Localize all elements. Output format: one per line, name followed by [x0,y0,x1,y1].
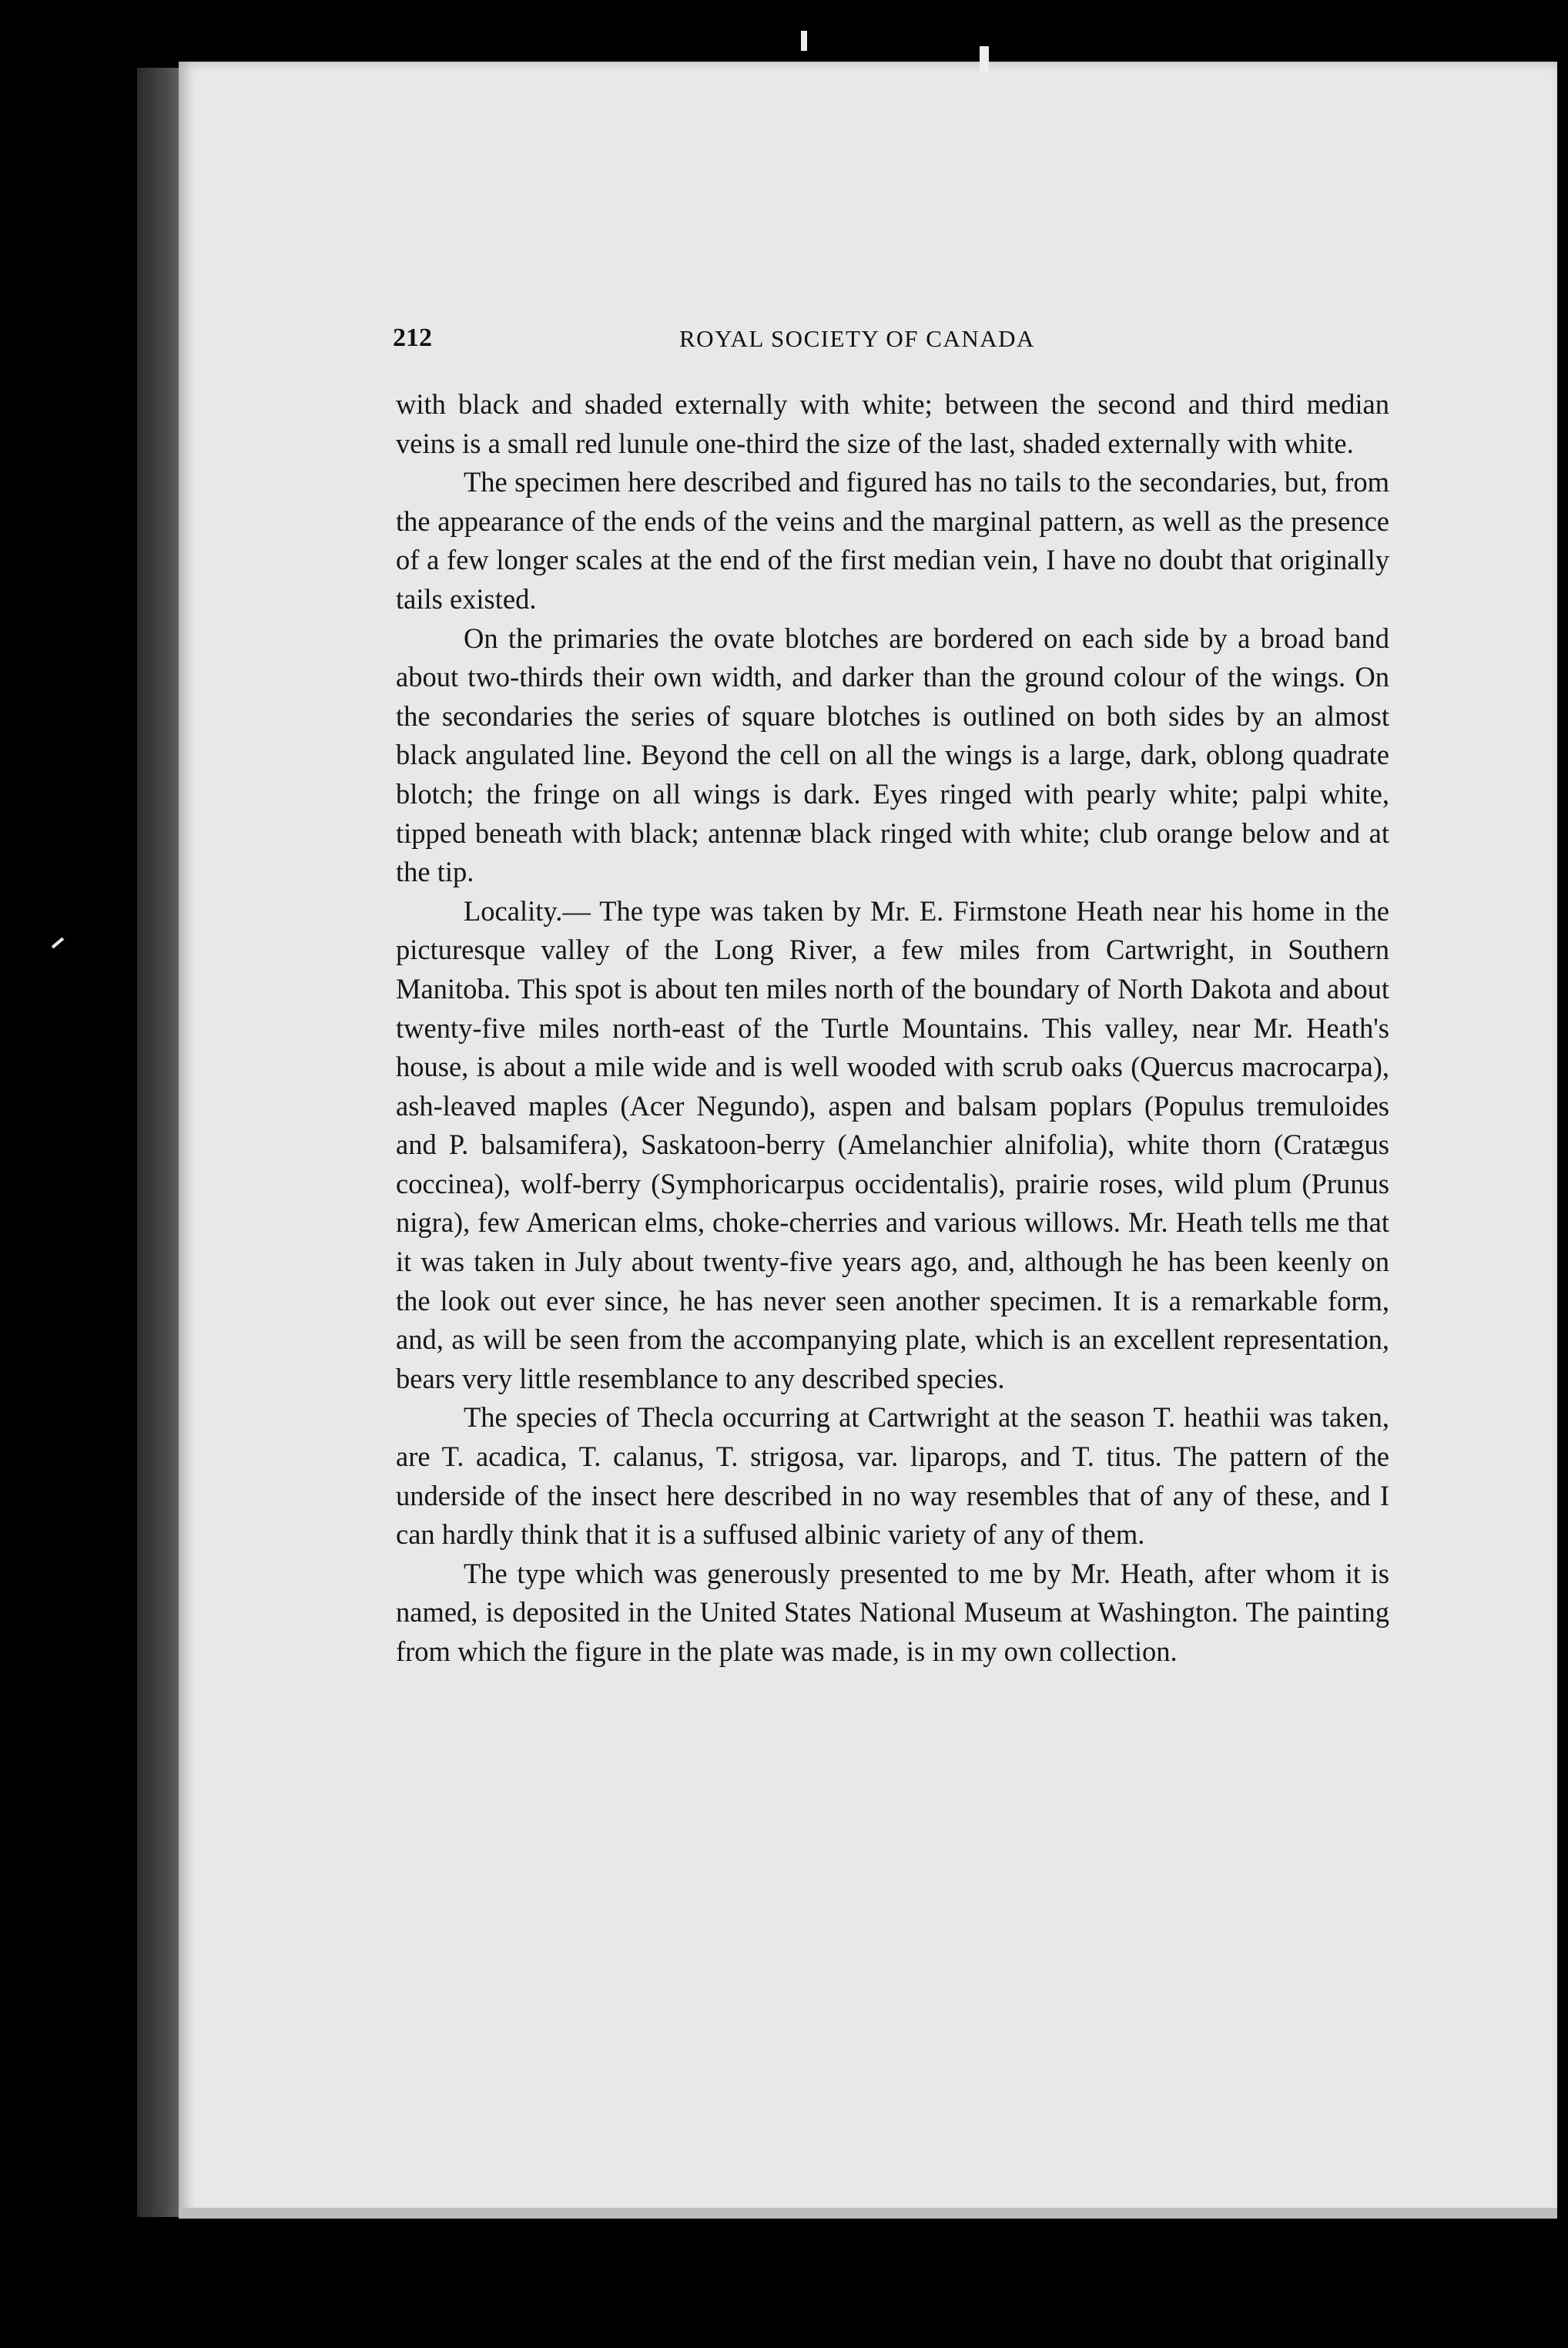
paragraph: On the primaries the ovate blotches are bordered on each side by a broad band about two-thirds their own width, and darker than the ground colour of the wings. On the secondaries the series of square blotches is outlined on both sides by an almost black angulated line. Beyond the cell on all the wings is a large, dark, oblong quadrate blotch; the fringe on all wings is dark. Eyes ringed with pearly white; palpi white, tipped beneath with black; antennæ black ringed with white; club orange below and at the tip. [396,622,1389,888]
running-head: ROYAL SOCIETY OF CANADA [679,325,1035,352]
paragraph: The specimen here described and figured has no tails to the secondaries, but, from the appearance of the ends of the veins and the marginal pattern, as well as the presence of a few longer scales at the end of the first median vein, I have no doubt that originally tails existed. [396,466,1389,615]
paragraph: Locality.— The type was taken by Mr. E. Firmstone Heath near his home in the picturesque valley of the Long River, a few miles from Cartwright, in Southern Manitoba. This spot is about ten miles north of the boundary of North Dakota and about twenty-five miles north-east of the Turtle Mountains. This valley, near Mr. Heath's house, is about a mile wide and is well wooded with scrub oaks (Quercus macrocarpa), ash-leaved maples (Acer Negundo), aspen and balsam poplars (Populus tremuloides and P. balsamifera), Saskatoon-berry (Amelanchier alnifolia), white thorn (Cratægus coccinea), wolf-berry (Symphoricarpus occidentalis), prairie roses, wild plum (Prunus nigra), few American elms, choke-cherries and various willows. Mr. Heath tells me that it was taken in July about twenty-five years ago, and, although he has been keenly on the look out ever since, he has never seen another specimen. It is a remarkable form, and, as will be seen from the accompanying plate, which is an excellent representation, bears very little resemblance to any described species. [396,894,1389,1394]
paragraph: with black and shaded externally with white; between the second and third median veins is a small red lunule one-third the size of the last, shaded externally with white. [396,388,1389,459]
scan-speck [801,31,807,51]
scan-speck [980,46,989,72]
page-bottom-edge [179,2208,1557,2219]
scan-speck [52,938,64,949]
paragraph: The type which was generously presented to me by Mr. Heath, after whom it is named, is deposited in the United States National Museum at Washington. The painting from which the figure in the plate was made, is in my own collection. [396,1557,1389,1667]
body-text [396,385,1389,1672]
page-number: 212 [393,324,432,352]
page-header [393,324,1394,362]
book-spine-shadow [137,68,185,2217]
paragraph: The species of Thecla occurring at Cartwright at the season T. heathii was taken, are T. acadica, T. calanus, T. strigosa, var. liparops, and T. titus. The pattern of the underside of the insect here described in no way resembles that of any of these, and I can hardly think that it is a suffused albinic variety of any of them. [396,1401,1389,1551]
